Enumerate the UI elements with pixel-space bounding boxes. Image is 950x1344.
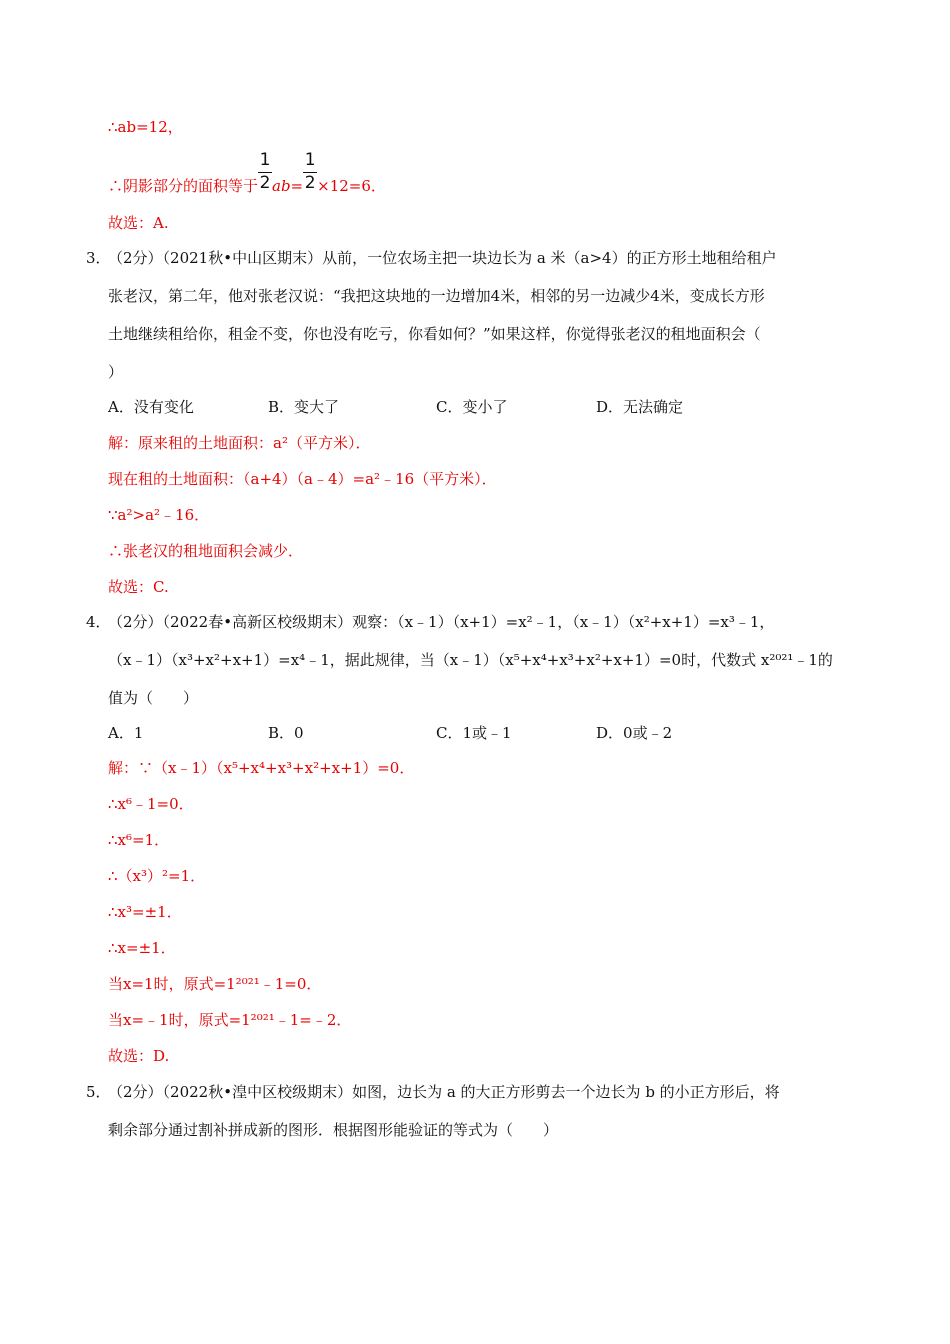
question-3-option-c: C．变小了 xyxy=(436,398,508,416)
question-4-line-2: （x﹣1）（x³+x²+x+1）=x⁴﹣1，据此规律，当（x﹣1）（x⁵+x⁴+x³+x²+x+1）=0时，代数式 x²⁰²¹﹣1的 xyxy=(108,651,833,669)
question-4-answer: 故选：D. xyxy=(108,1047,170,1065)
fraction-one-half xyxy=(258,150,272,197)
question-3-number: 3． xyxy=(86,249,111,267)
question-4-option-d: D．0或﹣2 xyxy=(596,724,673,742)
prev-solution-line-1: ∴ab=12， xyxy=(108,118,183,136)
question-4-solution-line: ∴x=±1． xyxy=(108,939,176,957)
fraction-numerator: 1 xyxy=(304,150,316,170)
question-3-solution-line: ∴张老汉的租地面积会减少． xyxy=(108,542,304,560)
question-5-line-2: 剩余部分通过割补拼成新的图形．根据图形能验证的等式为（ ） xyxy=(108,1121,559,1139)
question-4-solution-line: ∴x⁶﹣1=0． xyxy=(108,795,194,813)
question-3-line-2: 张老汉，第二年，他对张老汉说：“我把这块地的一边增加4米，相邻的另一边减少4米，变成长方形 xyxy=(108,287,765,305)
question-4-option-b: B．0 xyxy=(268,724,304,742)
question-4-solution-line: ∴x⁶=1． xyxy=(108,831,170,849)
question-3-option-d: D．无法确定 xyxy=(596,398,684,416)
fraction-numerator: 1 xyxy=(259,150,271,170)
question-3-line-1: （2分）（2021秋•中山区期末）从前，一位农场主把一块边长为 a 米（a>4）的正方形土地租给租户 xyxy=(108,249,777,267)
fraction-denominator: 2 xyxy=(304,173,316,193)
prev-answer: 故选：A. xyxy=(108,214,169,232)
question-5-number: 5． xyxy=(86,1083,111,1101)
prev-line2-pre: ∴阴影部分的面积等于 xyxy=(108,177,259,195)
question-3-option-b: B．变大了 xyxy=(268,398,340,416)
question-3-solution-line: 解：原来租的土地面积：a²（平方米）． xyxy=(108,434,371,452)
question-4-solution-line: 解：∵（x﹣1）（x⁵+x⁴+x³+x²+x+1）=0． xyxy=(108,759,415,777)
question-3-line-4: ） xyxy=(108,363,124,381)
question-4-solution-line: ∴x³=±1． xyxy=(108,903,182,921)
question-4-line-1: （2分）（2022春•高新区校级期末）观察：（x﹣1）（x+1）=x²﹣1，（x﹣1）（x²+x+1）=x³﹣1， xyxy=(108,613,775,631)
question-4-option-c: C．1或﹣1 xyxy=(436,724,512,742)
question-3-answer: 故选：C. xyxy=(108,578,169,596)
question-5-line-1: （2分）（2022秋•湟中区校级期末）如图，边长为 a 的大正方形剪去一个边长为 b 的小正方形后，将 xyxy=(108,1083,780,1101)
question-4-option-a: A．1 xyxy=(108,724,144,742)
fraction-one-half xyxy=(303,150,317,197)
question-4-solution-line: ∴（x³）²=1． xyxy=(108,867,206,885)
question-4-number: 4． xyxy=(86,613,111,631)
question-3-solution-line: 现在租的土地面积：（a+4）（a﹣4）=a²﹣16（平方米）． xyxy=(108,470,497,488)
prev-line2-mid: ab= xyxy=(272,177,304,195)
question-4-solution-line: 当x=1时，原式=1²⁰²¹﹣1=0． xyxy=(108,975,322,993)
question-3-option-a: A．没有变化 xyxy=(108,398,194,416)
question-4-line-3: 值为（ ） xyxy=(108,689,199,707)
question-3-line-3: 土地继续租给你，租金不变，你也没有吃亏，你看如何？”如果这样，你觉得张老汉的租地面积会（ xyxy=(108,325,761,343)
fraction-denominator: 2 xyxy=(259,173,271,193)
prev-solution-line-2 xyxy=(108,150,386,197)
prev-line2-post: ×12=6． xyxy=(317,177,386,195)
question-3-solution-line: ∵a²>a²﹣16． xyxy=(108,506,210,524)
question-4-solution-line: 当x=﹣1时，原式=1²⁰²¹﹣1=﹣2． xyxy=(108,1011,352,1029)
